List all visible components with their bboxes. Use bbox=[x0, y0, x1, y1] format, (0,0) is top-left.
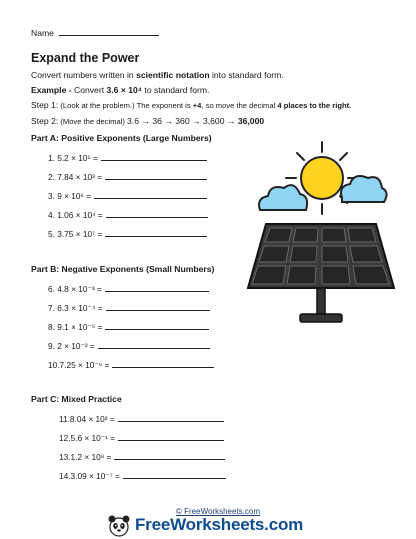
question-text: 3. 9 × 10⁶ = bbox=[48, 191, 92, 201]
list-item bbox=[48, 340, 210, 351]
panda-logo-icon bbox=[108, 515, 130, 537]
sun-cloud-illustration bbox=[250, 140, 390, 230]
answer-line[interactable] bbox=[105, 171, 207, 180]
question-text: 2. 7.84 × 10³ = bbox=[48, 172, 102, 182]
step1-label: Step 1: bbox=[31, 100, 59, 110]
list-item bbox=[59, 451, 225, 462]
answer-line[interactable] bbox=[106, 209, 208, 218]
question-text: 9. 2 × 10⁻² = bbox=[48, 341, 95, 351]
answer-line[interactable] bbox=[94, 190, 207, 199]
step1-small: (Look at the problem.) The exponent is bbox=[58, 101, 193, 110]
part-c-title: Part C: Mixed Practice bbox=[31, 394, 122, 404]
answer-line[interactable] bbox=[118, 413, 224, 422]
question-text: 1. 5.2 × 10⁵ = bbox=[48, 153, 99, 163]
step1-bold: 4 places to the right. bbox=[277, 101, 352, 110]
example-value: 3.6 × 10⁴ bbox=[106, 85, 143, 95]
intro-bold: scientific notation bbox=[136, 70, 210, 80]
question-text: 8. 9.1 × 10⁻⁵ = bbox=[48, 322, 103, 332]
step2-label: Step 2: bbox=[31, 116, 59, 126]
list-item bbox=[48, 321, 209, 332]
name-label: Name bbox=[31, 28, 54, 38]
question-text: 7. 6.3 × 10⁻⁴ = bbox=[48, 303, 103, 313]
answer-line[interactable] bbox=[106, 302, 210, 311]
step1-exp: +4 bbox=[192, 101, 202, 110]
answer-line[interactable] bbox=[105, 321, 209, 330]
question-text: 5. 3.75 × 10⁷ = bbox=[48, 229, 103, 239]
step2-result: 36,000 bbox=[237, 116, 265, 126]
answer-line[interactable] bbox=[118, 432, 224, 441]
example-label: Example - bbox=[31, 85, 72, 95]
example-text-before: Convert bbox=[71, 85, 107, 95]
footer-url[interactable]: © FreeWorksheets.com bbox=[176, 507, 260, 516]
list-item bbox=[48, 171, 207, 182]
step2-line bbox=[31, 116, 264, 126]
step1-line bbox=[31, 100, 351, 110]
question-text: 14.3.09 × 10⁻⁷ = bbox=[59, 471, 120, 481]
brand-logo-text[interactable]: FreeWorksheets.com bbox=[135, 515, 304, 534]
list-item bbox=[48, 302, 210, 313]
panel-base bbox=[300, 314, 342, 322]
list-item bbox=[59, 470, 226, 481]
list-item bbox=[48, 152, 207, 163]
intro-text bbox=[31, 70, 284, 80]
name-line[interactable] bbox=[59, 27, 159, 36]
list-item bbox=[59, 432, 224, 443]
answer-line[interactable] bbox=[101, 152, 207, 161]
question-text: 10.7.25 × 10⁻⁶ = bbox=[48, 360, 110, 370]
answer-line[interactable] bbox=[105, 228, 207, 237]
step2-chain: 3.6 → 36 → 360 → 3,600 → bbox=[127, 116, 238, 126]
intro-after: into standard form. bbox=[209, 70, 284, 80]
example-text-after: to standard form. bbox=[142, 85, 210, 95]
name-field bbox=[31, 27, 159, 38]
cloud-left bbox=[259, 185, 307, 210]
part-a-title: Part A: Positive Exponents (Large Numbers) bbox=[31, 133, 212, 143]
list-item bbox=[59, 413, 224, 424]
list-item bbox=[48, 359, 214, 370]
question-text: 11.8.04 × 10³ = bbox=[59, 414, 115, 424]
intro-before: Convert numbers written in bbox=[31, 70, 137, 80]
page-title: Expand the Power bbox=[31, 51, 140, 65]
list-item bbox=[48, 190, 207, 201]
list-item bbox=[48, 209, 208, 220]
step2-small: (Move the decimal) bbox=[58, 117, 128, 126]
question-text: 6. 4.8 × 10⁻³ = bbox=[48, 284, 102, 294]
sun bbox=[301, 157, 343, 199]
answer-line[interactable] bbox=[98, 340, 210, 349]
part-b-title: Part B: Negative Exponents (Small Numbers) bbox=[31, 264, 215, 274]
question-text: 4. 1.06 × 10⁴ = bbox=[48, 210, 103, 220]
answer-line[interactable] bbox=[123, 470, 226, 479]
list-item bbox=[48, 228, 207, 239]
question-text: 12.5.6 × 10⁻¹ = bbox=[59, 433, 116, 443]
step1-mid: , so move the decimal bbox=[201, 101, 278, 110]
question-text: 13.1.2 × 10⁸ = bbox=[59, 452, 112, 462]
solar-panel-illustration bbox=[246, 222, 396, 334]
answer-line[interactable] bbox=[112, 359, 214, 368]
cloud-right bbox=[341, 176, 387, 202]
list-item bbox=[48, 283, 209, 294]
answer-line[interactable] bbox=[114, 451, 225, 460]
example-line bbox=[31, 85, 209, 95]
panel-pole bbox=[317, 288, 325, 314]
answer-line[interactable] bbox=[105, 283, 209, 292]
